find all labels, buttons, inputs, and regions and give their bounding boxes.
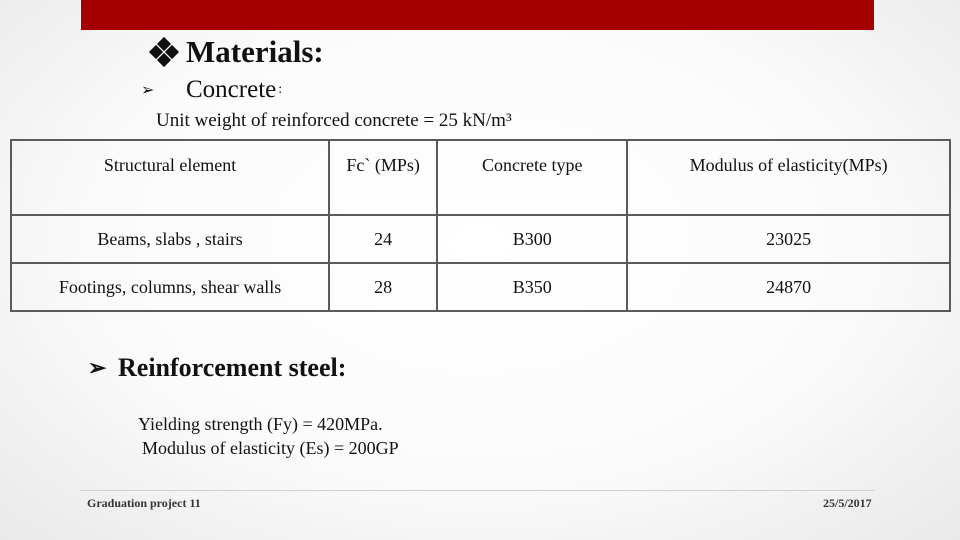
footer-divider	[80, 490, 875, 491]
arrow-bullet-icon: ➢	[141, 82, 155, 99]
cell-element: Beams, slabs , stairs	[11, 215, 329, 263]
concrete-colon: :	[278, 82, 283, 97]
reinforcement-heading	[88, 353, 346, 383]
table-row	[11, 263, 950, 311]
concrete-heading	[141, 76, 282, 104]
concrete-label: Concrete	[186, 76, 277, 103]
cell-modulus: 24870	[627, 263, 950, 311]
cell-fc: 28	[329, 263, 437, 311]
table-header-row	[11, 140, 950, 215]
cell-concrete-type: B300	[437, 215, 627, 263]
cell-concrete-type: B350	[437, 263, 627, 311]
footer-project-name: Graduation project 11	[87, 496, 201, 510]
header-accent-bar	[81, 0, 874, 30]
slide-title-text: Materials:	[186, 34, 324, 69]
cell-element: Footings, columns, shear walls	[11, 263, 329, 311]
header-structural-element: Structural element	[11, 140, 329, 215]
cell-fc: 24	[329, 215, 437, 263]
header-concrete-type: Concrete type	[437, 140, 627, 215]
concrete-properties-table	[10, 139, 951, 312]
table-row	[11, 215, 950, 263]
arrow-bullet-icon: ➢	[88, 355, 107, 380]
steel-modulus-text: Modulus of elasticity (Es) = 200GP	[142, 438, 399, 458]
header-modulus: Modulus of elasticity(MPs)	[627, 140, 950, 215]
diamond-bullet-icon	[150, 38, 178, 66]
unit-weight-text: Unit weight of reinforced concrete = 25 kN/m³	[156, 110, 512, 131]
cell-modulus: 23025	[627, 215, 950, 263]
header-fc: Fc` (MPs)	[329, 140, 437, 215]
reinforcement-heading-text: Reinforcement steel:	[118, 353, 347, 382]
slide-title	[150, 34, 324, 70]
footer-date: 25/5/2017	[823, 496, 872, 510]
yielding-strength-text: Yielding strength (Fy) = 420MPa.	[138, 414, 383, 434]
